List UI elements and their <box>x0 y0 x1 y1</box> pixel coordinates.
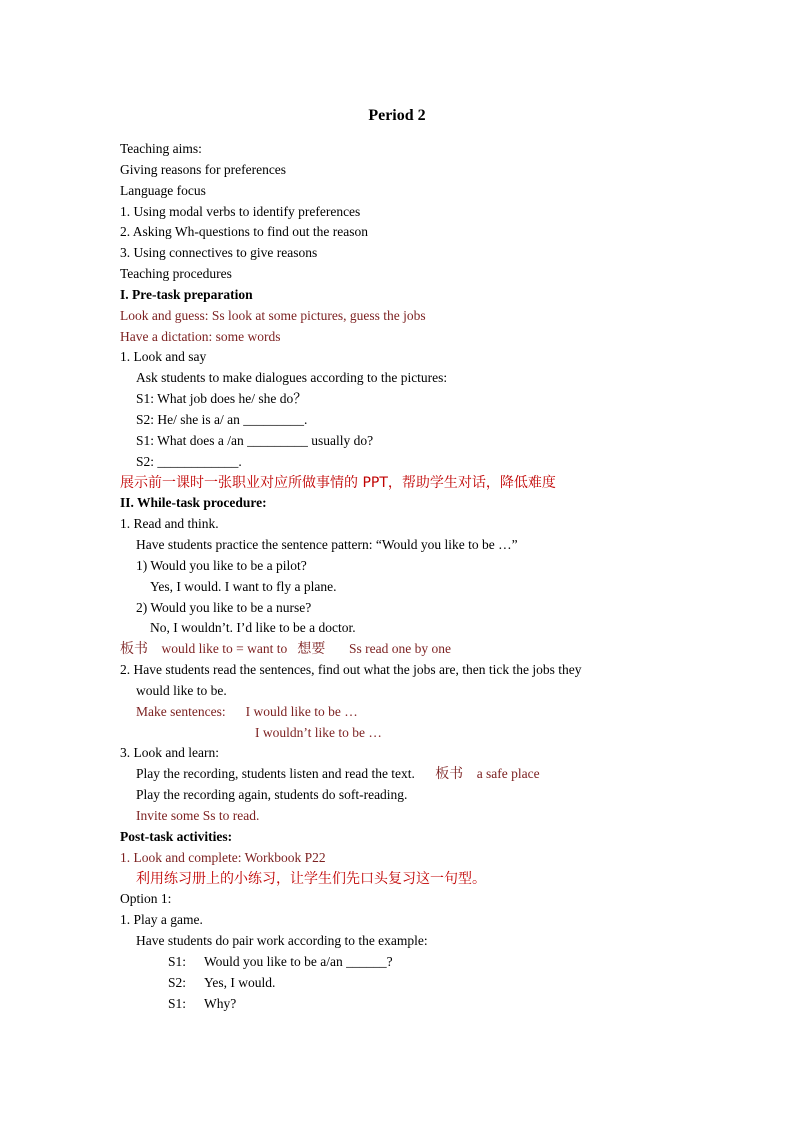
dialogue-line <box>120 952 680 973</box>
invite-note: Invite some Ss to read. <box>136 808 260 823</box>
make-sentence: I wouldn’t like to be … <box>255 724 382 740</box>
focus-item: 2. Asking Wh-questions to find out the reason <box>120 224 368 240</box>
speaker-label: S2: <box>168 974 187 990</box>
pair-work-instruction: Have students do pair work according to the example: <box>136 933 428 949</box>
example-question: 1) Would you like to be a pilot? <box>136 557 307 573</box>
look-learn-item: 3. Look and learn: <box>120 745 219 761</box>
item-two-line: would like to be. <box>136 682 227 698</box>
procedures-heading: Teaching procedures <box>120 266 232 282</box>
dialogue-line: S2: ____________. <box>136 453 242 469</box>
read-think-item: 1. Read and think. <box>120 516 219 532</box>
speaker-text: Why? <box>204 995 237 1011</box>
focus-item: 1. Using modal verbs to identify preferences <box>120 203 361 219</box>
focus-heading: Language focus <box>120 182 206 198</box>
play-recording-again: Play the recording again, students do soft-reading. <box>136 787 408 803</box>
practice-instruction: Have students practice the sentence pattern: “Would you like to be …” <box>136 537 518 553</box>
board-label: 板书 <box>435 766 464 783</box>
option-heading: Option 1: <box>120 891 172 907</box>
aim-text: Giving reasons for preferences <box>120 161 287 177</box>
look-complete-item: 1. Look and complete: Workbook P22 <box>120 849 326 865</box>
ask-instruction: Ask students to make dialogues according to the pictures: <box>136 370 448 386</box>
dictation-note: Have a dictation: some words <box>120 328 281 344</box>
dialogue-line: S1: What job does he/ she do？ <box>136 391 307 407</box>
play-game-item: 1. Play a game. <box>120 912 203 928</box>
play-recording-text: Play the recording, students listen and read the text. <box>136 766 415 782</box>
blackboard-note <box>120 639 680 660</box>
chinese-teaching-note: 展示前一课时一张职业对应所做事情的 PPT，帮助学生对话，降低难度 <box>120 474 556 491</box>
dialogue-line <box>120 994 680 1015</box>
speaker-text: Yes, I would. <box>204 974 276 990</box>
post-task-heading: Post-task activities: <box>120 828 233 844</box>
board-text: a safe place <box>476 766 540 782</box>
board-chinese: 想要 <box>297 641 326 658</box>
focus-item: 3. Using connectives to give reasons <box>120 245 318 261</box>
speaker-label: S1: <box>168 995 187 1011</box>
while-task-heading: II. While-task procedure: <box>120 495 267 511</box>
speaker-label: S1: <box>168 953 187 969</box>
example-answer: No, I wouldn’t. I’d like to be a doctor. <box>150 620 356 636</box>
aims-heading: Teaching aims: <box>120 141 202 156</box>
speaker-text: Would you like to be a/an ______? <box>204 953 393 969</box>
play-recording-row <box>120 764 680 785</box>
pre-task-heading: I. Pre-task preparation <box>120 286 253 302</box>
board-label: 板书 <box>120 641 148 658</box>
make-sentences-row <box>120 702 680 723</box>
example-answer: Yes, I would. I want to fly a plane. <box>150 578 337 594</box>
chinese-teaching-note: 利用练习册上的小练习，让学生们先口头复习这一句型。 <box>136 870 486 887</box>
lesson-plan-body <box>120 139 680 1014</box>
item-two-line: 2. Have students read the sentences, find out what the jobs are, then tick the jobs they <box>120 662 582 678</box>
look-guess-note: Look and guess: Ss look at some pictures, guess the jobs <box>120 307 426 323</box>
make-sentences-row <box>120 723 680 744</box>
make-sentence: I would like to be … <box>245 703 358 719</box>
make-sentences-label: Make sentences: <box>136 703 226 719</box>
page-title: Period 2 <box>368 107 426 124</box>
look-say-item: 1. Look and say <box>120 349 207 365</box>
dialogue-line: S1: What does a /an _________ usually do? <box>136 432 374 448</box>
dialogue-line <box>120 973 680 994</box>
board-read: Ss read one by one <box>348 641 451 657</box>
example-question: 2) Would you like to be a nurse? <box>136 599 312 615</box>
dialogue-line: S2: He/ she is a/ an _________. <box>136 411 308 427</box>
board-text: would like to = want to <box>161 641 288 657</box>
